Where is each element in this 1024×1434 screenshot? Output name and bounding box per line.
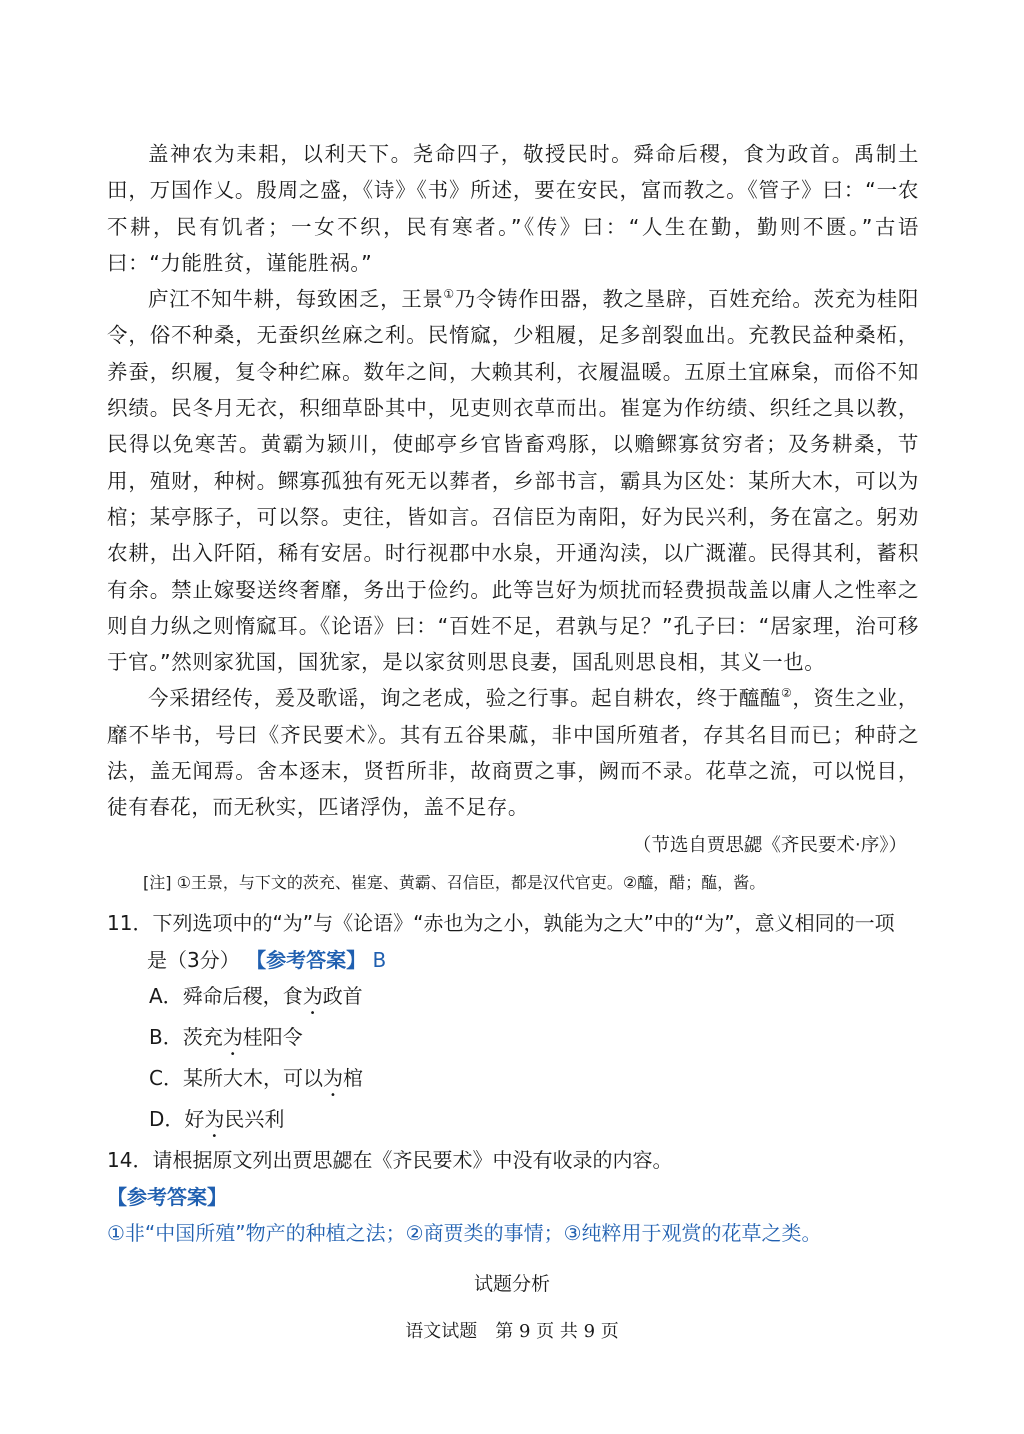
option-d — [107, 1101, 919, 1142]
classical-passage — [107, 136, 919, 826]
passage-paragraph-2 — [107, 281, 919, 680]
option-c-key: 为 — [322, 1066, 343, 1090]
question-11-answer-label: 【参考答案】 — [246, 947, 367, 972]
option-a-key: 为 — [302, 984, 323, 1008]
questions-block — [107, 905, 919, 1252]
option-b-pre: B．茨充 — [149, 1025, 223, 1049]
passage-p2-part-a: 庐江不知牛耕，每致困乏，王景 — [148, 287, 444, 312]
question-14: 14．请根据原文列出贾思勰在《齐民要术》中没有收录的内容。 — [107, 1148, 673, 1172]
question-11-line-1: 11．下列选项中的“为”与《论语》“赤也为之小，孰能为之大”中的“为”，意义相同的一项 — [107, 911, 895, 935]
passage-note: [注] ①王景，与下文的茨充、崔寔、黄霸、召信臣，都是汉代官吏。②醯，醋；醢，酱。 — [143, 873, 766, 892]
option-d-post: 民兴利 — [224, 1107, 285, 1131]
option-a-post: 政首 — [322, 984, 363, 1008]
passage-paragraph-3 — [107, 680, 919, 825]
question-11-line-2 — [107, 942, 919, 979]
footnote-marker-2: ② — [781, 686, 793, 701]
option-d-key: 为 — [204, 1107, 225, 1131]
question-11-answer: B — [372, 947, 387, 972]
question-14-answer: ①非“中国所殖”物产的种植之法；②商贾类的事情；③纯粹用于观赏的花草之类。 — [107, 1221, 822, 1245]
passage-p3-part-a: 今采捃经传，爰及歌谣，询之老成，验之行事。起自耕农，终于醯醢 — [148, 686, 782, 711]
option-b-key: 为 — [222, 1025, 243, 1049]
passage-p3-part-b: ，资生之业，靡不毕书，号曰《齐民要术》。其有五谷果蓏，非中国所殖者，存其名目而已；种莳之法，盖无闻焉。舍本逐末，贤哲所非，故商贾之事，阙而不录。花草之流，可以悦目，徒有春花，而无秋实，匹诸浮伪，盖不足存。 — [107, 686, 919, 820]
page-footer: 语文试题 第 9 页 共 9 页 — [405, 1321, 619, 1342]
question-11-points: 是（3分） — [147, 947, 240, 972]
passage-paragraph-1: 盖神农为耒耜，以利天下。尧命四子，敬授民时。舜命后稷，食为政首。禹制土田，万国作乂。殷周之盛，《诗》《书》所述，要在安民，富而教之。《管子》曰：“一农不耕，民有饥者；一女不织，民有寒者。”《传》曰：“人生在勤，勤则不匮。”古语曰：“力能胜贫，谨能胜祸。” — [107, 142, 919, 275]
option-b-post: 桂阳令 — [242, 1025, 303, 1049]
question-14-answer-label: 【参考答案】 — [107, 1184, 227, 1209]
option-a — [107, 978, 919, 1019]
option-a-pre: A．舜命后稷，食 — [149, 984, 303, 1008]
passage-p2-part-b: 乃令铸作田器，教之垦辟，百姓充给。茨充为桂阳令，俗不种桑，无蚕织丝麻之利。民惰窳，少粗履，足多剖裂血出。充教民益种桑柘，养蚕，织履，复令种纻麻。数年之间，大赖其利，衣履温暖。五原土宜麻枲，而俗不知织绩。民冬月无衣，积细草卧其中，见吏则衣草而出。崔寔为作纺绩、织纴之具以教，民得以免寒苦。黄霸为颍川，使邮亭乡官皆畜鸡豚，以赡鳏寡贫穷者；及务耕桑，节用，殖财，种树。鳏寡孤独有死无以葬者，乡部书言，霸具为区处：某所大木，可以为棺；某亭豚子，可以祭。吏往，皆如言。召信臣为南阳，好为民兴利，务在富之。躬劝农耕，出入阡陌，稀有安居。时行视郡中水泉，开通沟渎，以广溉灌。民得其利，蓄积有余。禁止嫁娶送终奢靡，务出于俭约。此等岂好为烦扰而轻费损哉盖以庸人之性率之则自力纵之则惰窳耳。《论语》曰：“百姓不足，君孰与足？”孔子曰：“居家理，治可移于官。”然则家犹国，国犹家，是以家贫则思良妻，国乱则思良相，其义一也。 — [107, 287, 919, 675]
option-c — [107, 1060, 919, 1101]
option-c-post: 棺 — [342, 1066, 363, 1090]
option-c-pre: C．某所大木，可以 — [149, 1066, 323, 1090]
option-b — [107, 1019, 919, 1060]
analysis-title: 试题分析 — [473, 1273, 550, 1295]
passage-source: （节选自贾思勰《齐民要术·序》） — [632, 835, 907, 856]
footnote-marker-1: ① — [443, 287, 455, 302]
option-d-pre: D．好 — [149, 1107, 205, 1131]
